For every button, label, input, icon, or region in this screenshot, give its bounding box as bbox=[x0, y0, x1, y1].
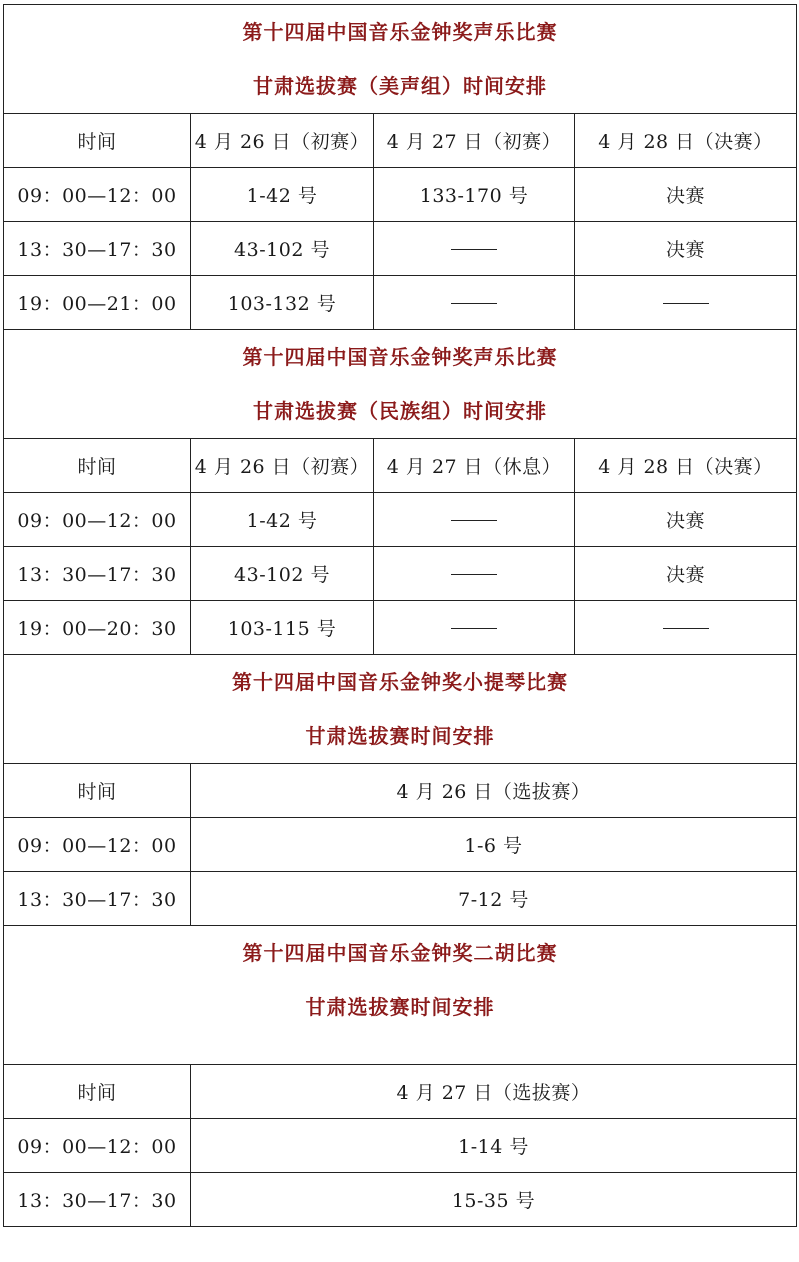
table-cell: 43-102 号 bbox=[191, 547, 374, 601]
table-cell bbox=[374, 222, 575, 276]
header-row bbox=[4, 114, 797, 168]
dash-placeholder bbox=[451, 574, 497, 575]
table-cell: 133-170 号 bbox=[374, 168, 575, 222]
section-title bbox=[4, 330, 797, 439]
table-cell bbox=[374, 547, 575, 601]
section-title-line2: 甘肃选拔赛时间安排 bbox=[305, 995, 495, 1019]
section-title bbox=[4, 655, 797, 764]
section-title-row bbox=[4, 5, 797, 114]
header-row bbox=[4, 439, 797, 493]
table-cell bbox=[374, 601, 575, 655]
time-cell: 19：00—20：30 bbox=[4, 601, 191, 655]
table-cell bbox=[374, 493, 575, 547]
section-title-row bbox=[4, 655, 797, 764]
header-cell: 4 月 27 日（休息） bbox=[374, 439, 575, 493]
table-row bbox=[4, 1119, 797, 1173]
table-row bbox=[4, 818, 797, 872]
table-row bbox=[4, 276, 797, 330]
table-cell: 1-42 号 bbox=[191, 493, 374, 547]
section-title bbox=[4, 926, 797, 1065]
time-cell: 09：00—12：00 bbox=[4, 168, 191, 222]
section-title-line2: 甘肃选拔赛（民族组）时间安排 bbox=[253, 399, 547, 423]
header-cell: 4 月 28 日（决赛） bbox=[575, 439, 797, 493]
table-row bbox=[4, 872, 797, 926]
dash-placeholder bbox=[451, 249, 497, 250]
table-row bbox=[4, 493, 797, 547]
table-cell: 决赛 bbox=[575, 222, 797, 276]
time-cell: 19：00—21：00 bbox=[4, 276, 191, 330]
header-cell: 时间 bbox=[4, 764, 191, 818]
section-title-line1: 第十四届中国音乐金钟奖声乐比赛 bbox=[242, 345, 558, 369]
table-row bbox=[4, 222, 797, 276]
dash-placeholder bbox=[451, 520, 497, 521]
header-cell: 时间 bbox=[4, 114, 191, 168]
time-cell: 13：30—17：30 bbox=[4, 1173, 191, 1227]
header-cell: 4 月 27 日（初赛） bbox=[374, 114, 575, 168]
header-row bbox=[4, 764, 797, 818]
schedule-table bbox=[3, 4, 797, 1227]
table-row bbox=[4, 601, 797, 655]
section-title-line1: 第十四届中国音乐金钟奖二胡比赛 bbox=[242, 941, 558, 965]
table-cell bbox=[575, 601, 797, 655]
table-cell: 103-115 号 bbox=[191, 601, 374, 655]
section-title-line2: 甘肃选拔赛（美声组）时间安排 bbox=[253, 74, 547, 98]
dash-placeholder bbox=[663, 628, 709, 629]
time-cell: 09：00—12：00 bbox=[4, 818, 191, 872]
dash-placeholder bbox=[451, 628, 497, 629]
time-cell: 13：30—17：30 bbox=[4, 872, 191, 926]
table-cell: 1-42 号 bbox=[191, 168, 374, 222]
section-title-row bbox=[4, 926, 797, 1065]
section-title-line2: 甘肃选拔赛时间安排 bbox=[305, 724, 495, 748]
table-cell: 1-14 号 bbox=[191, 1119, 797, 1173]
time-cell: 13：30—17：30 bbox=[4, 222, 191, 276]
header-cell: 4 月 28 日（决赛） bbox=[575, 114, 797, 168]
table-cell: 7-12 号 bbox=[191, 872, 797, 926]
time-cell: 09：00—12：00 bbox=[4, 493, 191, 547]
header-cell: 时间 bbox=[4, 1065, 191, 1119]
table-cell: 43-102 号 bbox=[191, 222, 374, 276]
time-cell: 09：00—12：00 bbox=[4, 1119, 191, 1173]
table-cell: 15-35 号 bbox=[191, 1173, 797, 1227]
header-cell: 4 月 26 日（初赛） bbox=[191, 114, 374, 168]
table-cell bbox=[374, 276, 575, 330]
table-row bbox=[4, 547, 797, 601]
header-cell: 时间 bbox=[4, 439, 191, 493]
table-cell bbox=[575, 276, 797, 330]
table-cell: 决赛 bbox=[575, 168, 797, 222]
section-title-line1: 第十四届中国音乐金钟奖声乐比赛 bbox=[242, 20, 558, 44]
schedule-document bbox=[3, 4, 796, 1227]
time-cell: 13：30—17：30 bbox=[4, 547, 191, 601]
table-cell: 决赛 bbox=[575, 493, 797, 547]
table-row bbox=[4, 168, 797, 222]
table-cell: 决赛 bbox=[575, 547, 797, 601]
header-row bbox=[4, 1065, 797, 1119]
header-cell: 4 月 27 日（选拔赛） bbox=[191, 1065, 797, 1119]
table-row bbox=[4, 1173, 797, 1227]
header-cell: 4 月 26 日（初赛） bbox=[191, 439, 374, 493]
section-title-line1: 第十四届中国音乐金钟奖小提琴比赛 bbox=[232, 670, 568, 694]
dash-placeholder bbox=[663, 303, 709, 304]
section-title-row bbox=[4, 330, 797, 439]
table-cell: 103-132 号 bbox=[191, 276, 374, 330]
section-title bbox=[4, 5, 797, 114]
header-cell: 4 月 26 日（选拔赛） bbox=[191, 764, 797, 818]
dash-placeholder bbox=[451, 303, 497, 304]
table-cell: 1-6 号 bbox=[191, 818, 797, 872]
